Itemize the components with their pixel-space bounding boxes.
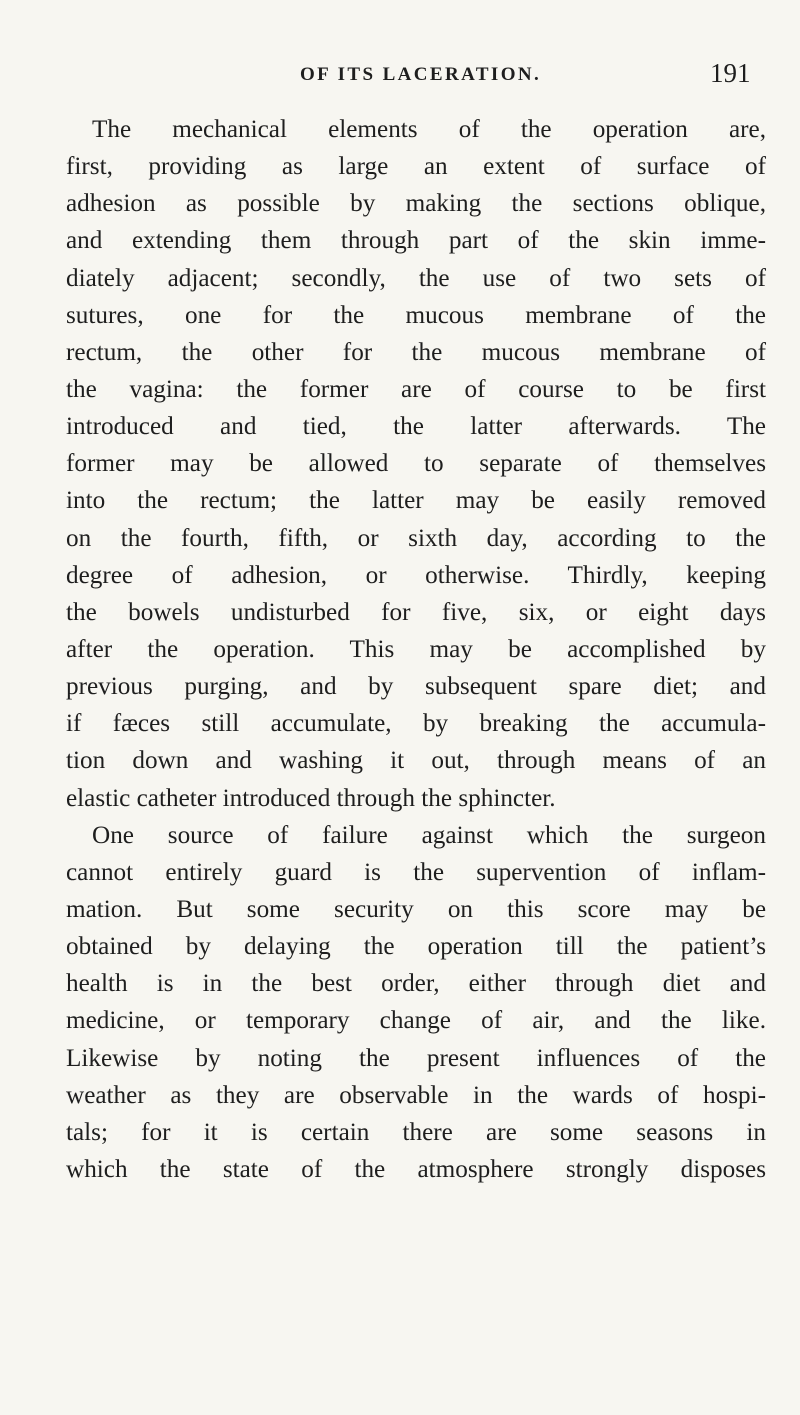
text-line: first, providing as large an extent of surface of — [66, 153, 766, 181]
page-header — [0, 58, 800, 98]
text-line: which the state of the atmosphere strongly disposes — [66, 1155, 766, 1183]
text-line: on the fourth, fifth, or sixth day, according to the — [66, 524, 766, 552]
text-line: adhesion as possible by making the sections oblique, — [66, 190, 766, 218]
body-text — [66, 111, 766, 1188]
text-line: degree of adhesion, or otherwise. Thirdly, keeping — [66, 561, 766, 589]
text-line: diately adjacent; secondly, the use of two sets of — [66, 264, 766, 292]
text-line: if fæces still accumulate, by breaking the accumula- — [66, 710, 766, 738]
text-line: mation. But some security on this score may be — [66, 895, 766, 923]
text-line: Likewise by noting the present influences of the — [66, 1044, 766, 1072]
text-line: introduced and tied, the latter afterwards. The — [66, 413, 766, 441]
text-line: and extending them through part of the skin imme- — [66, 227, 766, 255]
text-line: previous purging, and by subsequent spare diet; and — [66, 673, 766, 701]
text-line: into the rectum; the latter may be easily removed — [66, 487, 766, 515]
text-line: after the operation. This may be accomplished by — [66, 635, 766, 663]
page-number: 191 — [710, 58, 751, 88]
text-line: the vagina: the former are of course to be first — [66, 375, 766, 403]
text-line: cannot entirely guard is the supervention of inflam- — [66, 858, 766, 886]
text-line: medicine, or temporary change of air, and the like. — [66, 1007, 766, 1035]
text-line: The mechanical elements of the operation are, — [92, 116, 766, 143]
text-line: rectum, the other for the mucous membrane of — [66, 338, 766, 366]
text-line: One source of failure against which the surgeon — [92, 821, 766, 849]
text-line: tion down and washing it out, through means of an — [66, 747, 766, 775]
running-title: OF ITS LACERATION. — [300, 64, 542, 85]
text-line: obtained by delaying the operation till the patient’s — [66, 933, 766, 961]
text-line: weather as they are observable in the wards of hospi- — [66, 1081, 766, 1109]
text-line: the bowels undisturbed for five, six, or eight days — [66, 598, 766, 626]
text-line: health is in the best order, either through diet and — [66, 970, 766, 998]
text-line: former may be allowed to separate of themselves — [66, 450, 766, 478]
text-line: tals; for it is certain there are some seasons in — [66, 1118, 766, 1146]
text-line: elastic catheter introduced through the sphincter. — [66, 784, 556, 812]
text-line: sutures, one for the mucous membrane of the — [66, 301, 766, 329]
